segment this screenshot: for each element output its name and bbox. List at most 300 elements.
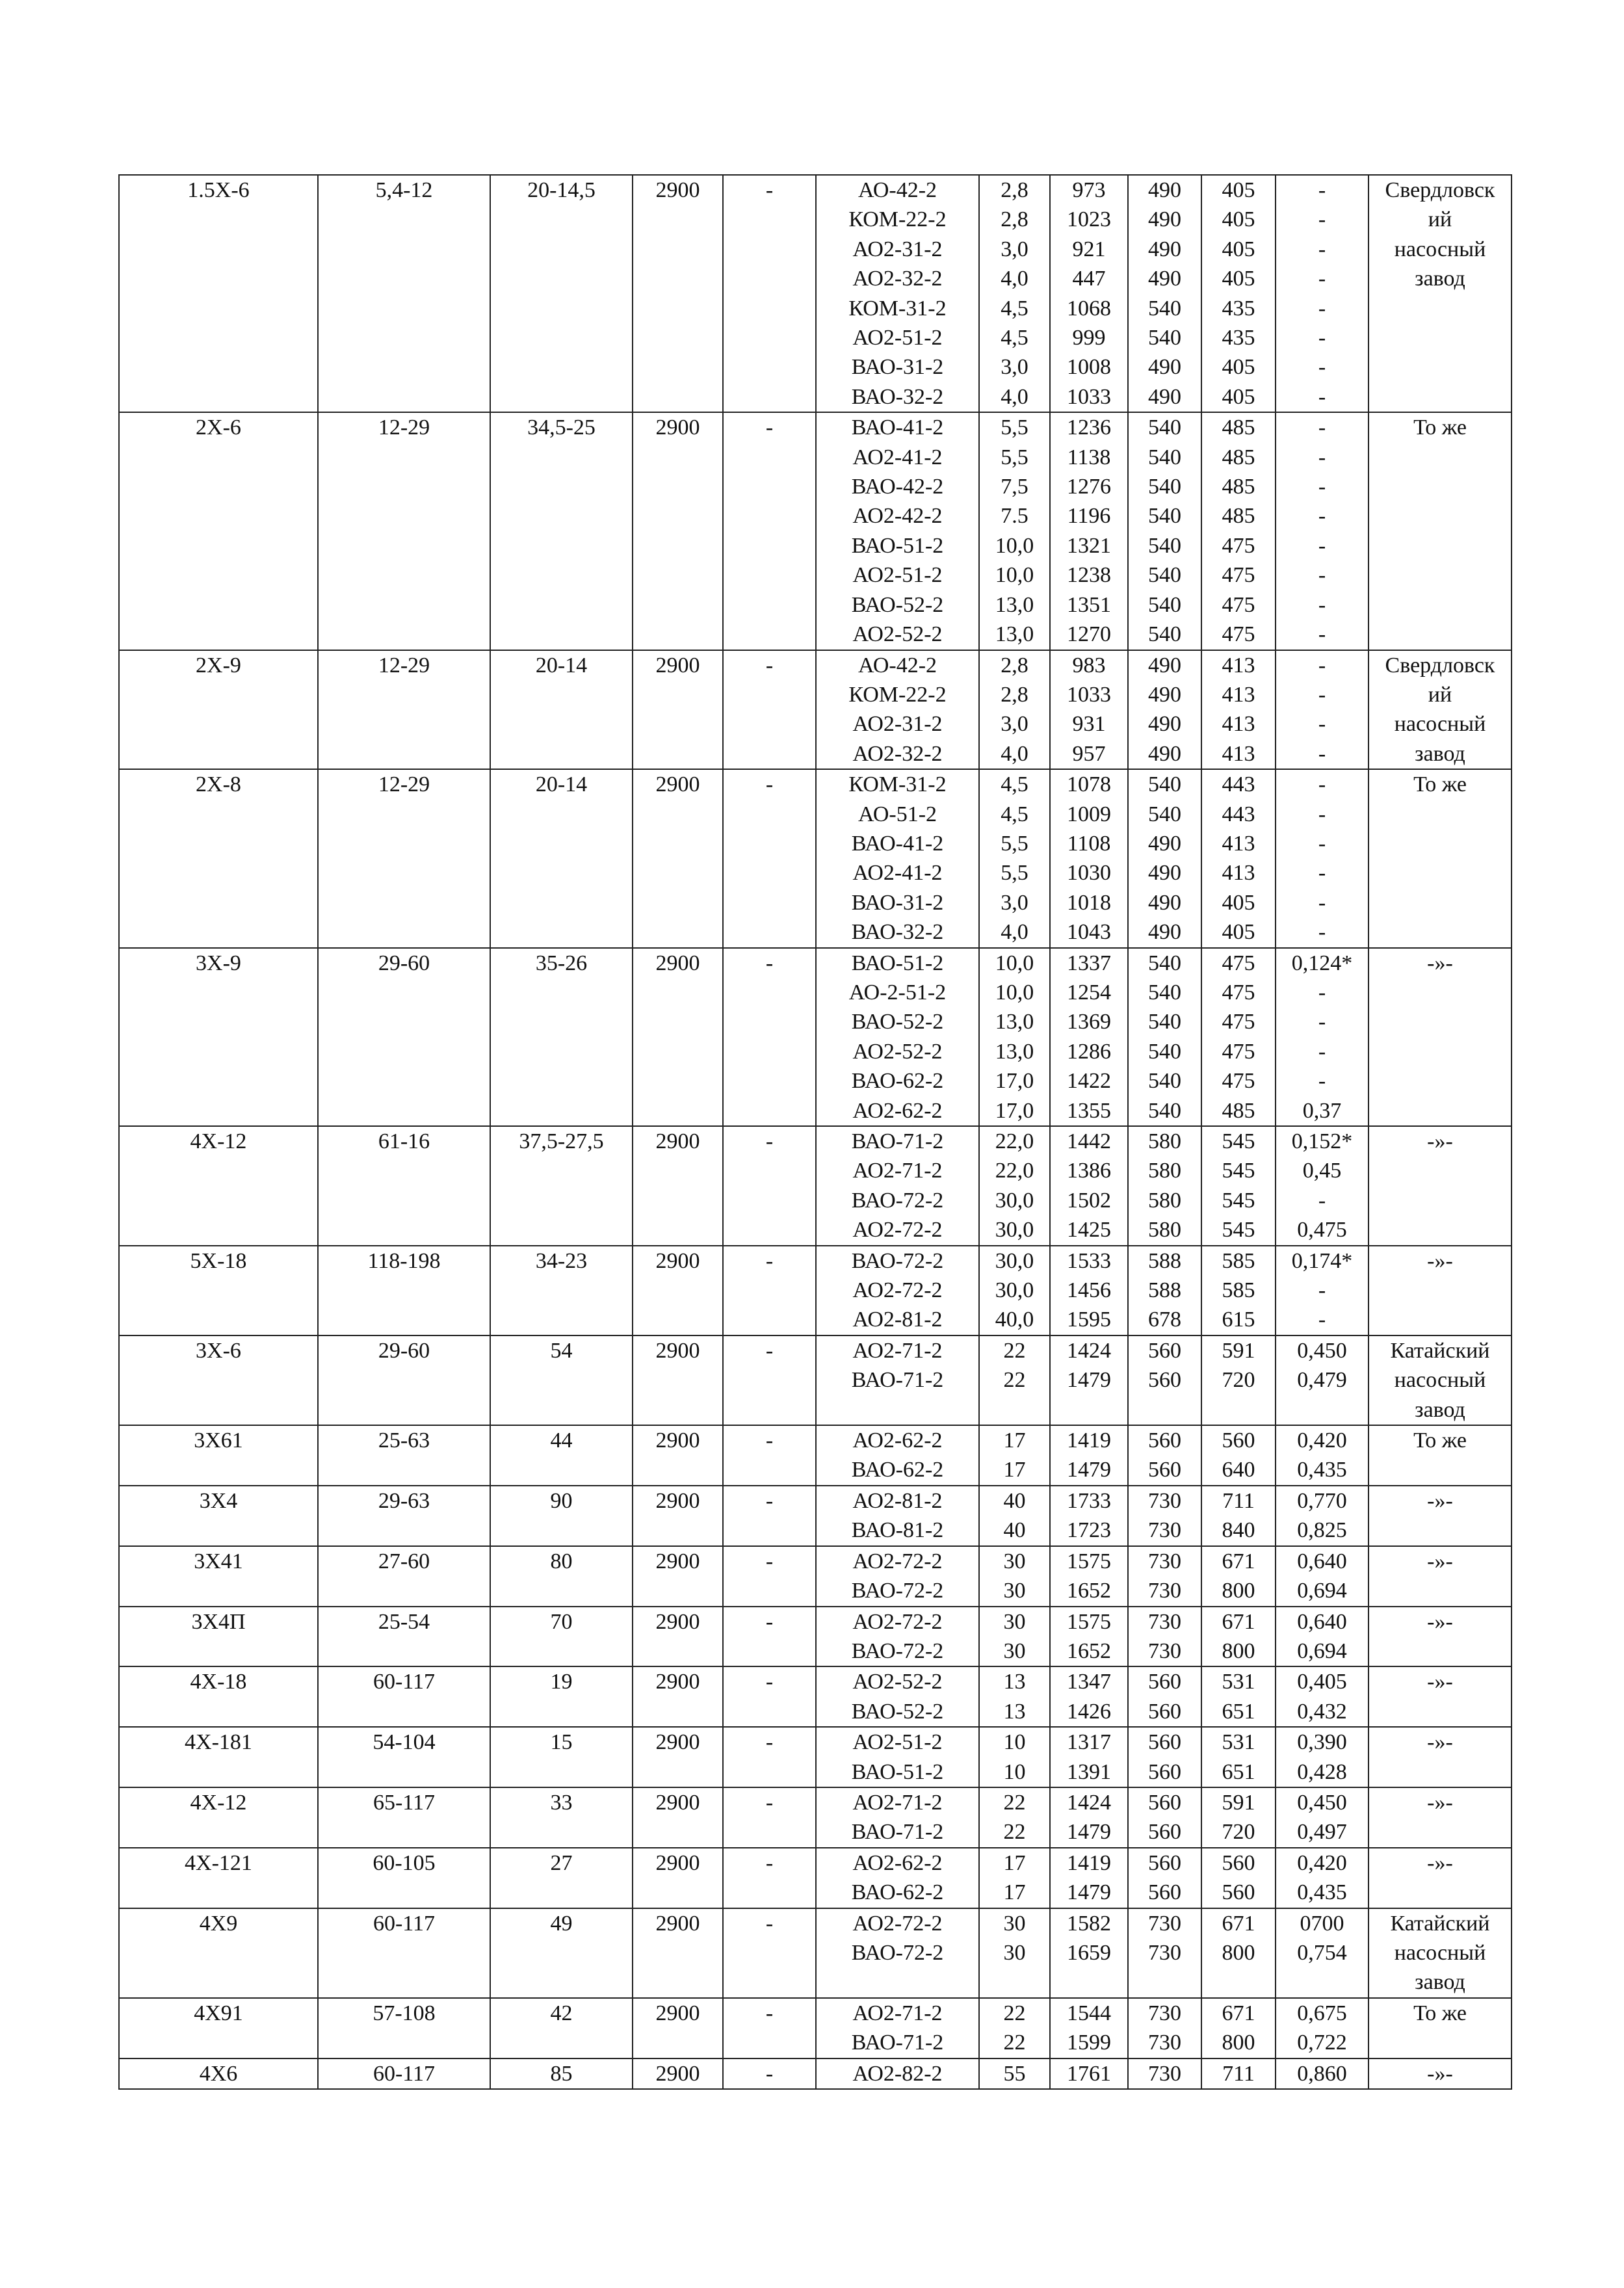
motor-type: ВАО-62-2 — [851, 1458, 944, 1482]
motor-type: АО2-41-2 — [852, 861, 943, 886]
col8-value: 1595 — [1067, 1308, 1111, 1332]
rpm-cell: 2900 — [633, 1787, 723, 1848]
power-value: 22 — [1003, 2001, 1026, 2025]
manufacturer-cell — [1369, 2058, 1512, 2089]
col10-cell — [1201, 1335, 1276, 1425]
power-value: 7.5 — [1001, 504, 1028, 529]
col8-value: 999 — [1072, 326, 1106, 350]
col11-value: - — [1318, 772, 1326, 797]
power-value: 30,0 — [995, 1188, 1034, 1213]
power-value: 13 — [1003, 1670, 1026, 1694]
col10-cell — [1201, 1425, 1276, 1486]
motor-type: АО2-72-2 — [852, 1549, 943, 1573]
col9-value: 730 — [1148, 1579, 1181, 1603]
manufacturer-text: насосный — [1394, 1940, 1486, 1965]
col8-value: 1068 — [1067, 296, 1111, 321]
col10-value: 545 — [1222, 1159, 1255, 1183]
col11-value: - — [1318, 355, 1326, 380]
motor-type: ВАО-51-2 — [851, 1759, 944, 1784]
col11-value: 0,860 — [1297, 2061, 1347, 2086]
head-range-cell: 34,5-25 — [490, 412, 633, 650]
power-cell — [979, 175, 1050, 412]
manufacturer-text: насосный — [1394, 237, 1486, 261]
motor-type: АО2-32-2 — [852, 741, 943, 766]
flow-range-cell: 60-105 — [318, 1848, 490, 1908]
power-value: 22 — [1003, 1338, 1026, 1363]
flow-range-cell: 29-63 — [318, 1486, 490, 1546]
col11-cell — [1276, 1848, 1369, 1908]
table-row — [119, 1335, 1512, 1425]
col8-cell — [1050, 1848, 1128, 1908]
col11-value: 0,694 — [1297, 1638, 1347, 1663]
col11-value: 0,479 — [1297, 1368, 1347, 1393]
power-value: 30 — [1003, 1940, 1026, 1965]
power-value: 17,0 — [995, 1098, 1034, 1123]
col8-value: 1419 — [1067, 1850, 1111, 1875]
col9-value: 560 — [1148, 1759, 1181, 1784]
col8-value: 1108 — [1067, 831, 1111, 856]
col9-value: 560 — [1148, 1790, 1181, 1815]
col8-value: 1369 — [1067, 1010, 1111, 1034]
col9-value: 560 — [1148, 1820, 1181, 1845]
manufacturer-cell — [1369, 412, 1512, 650]
col10-value: 405 — [1222, 237, 1255, 261]
col8-cell — [1050, 1998, 1128, 2058]
col10-value: 800 — [1222, 1579, 1255, 1603]
flow-range-cell: 12-29 — [318, 769, 490, 947]
manufacturer-text: завод — [1415, 1397, 1465, 1422]
manufacturer-cell — [1369, 1486, 1512, 1546]
table-row — [119, 948, 1512, 1126]
power-value: 5,5 — [1001, 445, 1028, 469]
motor-type-cell — [816, 1998, 979, 2058]
motor-type: ВАО-71-2 — [851, 2031, 944, 2055]
motor-type-cell — [816, 948, 979, 1126]
motor-type-cell — [816, 1607, 979, 1667]
col9-cell — [1128, 1126, 1201, 1246]
col11-value: - — [1318, 890, 1326, 915]
col10-value: 485 — [1222, 1098, 1255, 1123]
col10-value: 651 — [1222, 1759, 1255, 1784]
power-value: 17,0 — [995, 1069, 1034, 1094]
power-value: 10,0 — [995, 980, 1034, 1005]
col8-value: 1479 — [1067, 1880, 1111, 1905]
col10-value: 720 — [1222, 1368, 1255, 1393]
col10-cell — [1201, 1486, 1276, 1546]
power-value: 3,0 — [1001, 355, 1028, 380]
col10-value: 585 — [1222, 1278, 1255, 1303]
motor-type: АО2-52-2 — [852, 1670, 943, 1694]
table-row — [119, 2058, 1512, 2089]
power-value: 4,0 — [1001, 741, 1028, 766]
col11-cell — [1276, 1486, 1369, 1546]
col10-cell — [1201, 1908, 1276, 1998]
col8-cell — [1050, 1425, 1128, 1486]
col10-value: 671 — [1222, 1911, 1255, 1936]
col9-value: 490 — [1148, 712, 1181, 737]
col8-value: 1479 — [1067, 1458, 1111, 1482]
rpm-cell: 2900 — [633, 1335, 723, 1425]
manufacturer-cell — [1369, 1998, 1512, 2058]
power-value: 40 — [1003, 1488, 1026, 1513]
pump-model-cell: 4Х-12 — [119, 1787, 318, 1848]
rpm-cell: 2900 — [633, 1546, 723, 1607]
col11-value: 0,174* — [1291, 1248, 1353, 1273]
motor-type-cell — [816, 650, 979, 770]
rpm-cell: 2900 — [633, 1126, 723, 1246]
motor-type: АО2-52-2 — [852, 1039, 943, 1064]
power-value: 4,0 — [1001, 384, 1028, 409]
col11-value: - — [1318, 802, 1326, 826]
rpm-cell: 2900 — [633, 1727, 723, 1787]
col10-value: 711 — [1222, 1488, 1255, 1513]
col10-value: 560 — [1222, 1428, 1255, 1453]
motor-type: ВАО-32-2 — [851, 384, 944, 409]
flow-range-cell: 65-117 — [318, 1787, 490, 1848]
col9-value: 490 — [1148, 384, 1181, 409]
col11-value: 0,450 — [1297, 1338, 1347, 1363]
col9-value: 730 — [1148, 1940, 1181, 1965]
col10-value: 800 — [1222, 2031, 1255, 2055]
motor-type-cell — [816, 1126, 979, 1246]
flow-range-cell: 57-108 — [318, 1998, 490, 2058]
col8-value: 1599 — [1067, 2031, 1111, 2055]
col9-cell — [1128, 1727, 1201, 1787]
power-cell — [979, 650, 1050, 770]
head-range-cell: 49 — [490, 1908, 633, 1998]
col8-value: 1286 — [1067, 1039, 1111, 1064]
motor-type-cell — [816, 175, 979, 412]
col11-cell — [1276, 1787, 1369, 1848]
dash-cell: - — [723, 1246, 816, 1335]
head-range-cell: 70 — [490, 1607, 633, 1667]
power-cell — [979, 2058, 1050, 2089]
col11-cell — [1276, 948, 1369, 1126]
col10-value: 405 — [1222, 178, 1255, 202]
manufacturer-cell — [1369, 650, 1512, 770]
col9-value: 588 — [1148, 1278, 1181, 1303]
col8-value: 1043 — [1067, 920, 1111, 945]
col10-cell — [1201, 1126, 1276, 1246]
col9-value: 580 — [1148, 1218, 1181, 1243]
col10-cell — [1201, 1246, 1276, 1335]
pump-model-cell: 4Х-18 — [119, 1666, 318, 1727]
power-value: 13,0 — [995, 1010, 1034, 1034]
col11-value: 0,435 — [1297, 1880, 1347, 1905]
power-value: 22 — [1003, 1790, 1026, 1815]
col8-value: 1442 — [1067, 1129, 1111, 1153]
manufacturer-text: Катайский — [1390, 1911, 1490, 1936]
col10-cell — [1201, 769, 1276, 947]
manufacturer-cell — [1369, 1246, 1512, 1335]
motor-type-cell — [816, 1666, 979, 1727]
pump-model-cell: 4Х-181 — [119, 1727, 318, 1787]
col11-value: - — [1318, 237, 1326, 261]
col8-value: 1196 — [1067, 504, 1111, 529]
col9-value: 490 — [1148, 355, 1181, 380]
motor-type: ВАО-51-2 — [851, 533, 944, 558]
pump-model-cell: 4Х-121 — [119, 1848, 318, 1908]
col10-value: 840 — [1222, 1518, 1255, 1543]
flow-range-cell: 118-198 — [318, 1246, 490, 1335]
head-range-cell: 35-26 — [490, 948, 633, 1126]
head-range-cell: 19 — [490, 1666, 633, 1727]
power-value: 10,0 — [995, 951, 1034, 975]
col8-value: 1008 — [1067, 355, 1111, 380]
flow-range-cell: 12-29 — [318, 650, 490, 770]
motor-type: ВАО-31-2 — [851, 355, 944, 380]
col11-value: 0700 — [1300, 1911, 1344, 1936]
head-range-cell: 44 — [490, 1425, 633, 1486]
col10-value: 485 — [1222, 475, 1255, 499]
motor-type: АО2-51-2 — [852, 563, 943, 588]
col8-cell — [1050, 1727, 1128, 1787]
col8-cell — [1050, 650, 1128, 770]
manufacturer-cell — [1369, 1425, 1512, 1486]
col8-value: 1723 — [1067, 1518, 1111, 1543]
dash-cell: - — [723, 1126, 816, 1246]
manufacturer-text: Свердловск — [1385, 653, 1495, 677]
motor-type-cell — [816, 1486, 979, 1546]
manufacturer-text: То же — [1413, 2001, 1467, 2025]
power-value: 2,8 — [1001, 178, 1028, 202]
col11-value: - — [1318, 1069, 1326, 1094]
dash-cell: - — [723, 1787, 816, 1848]
col9-cell — [1128, 948, 1201, 1126]
motor-type: АО-42-2 — [858, 653, 937, 677]
col8-value: 1575 — [1067, 1609, 1111, 1634]
col11-cell — [1276, 1607, 1369, 1667]
power-value: 22,0 — [995, 1129, 1034, 1153]
head-range-cell: 27 — [490, 1848, 633, 1908]
col9-value: 490 — [1148, 741, 1181, 766]
motor-type: ВАО-72-2 — [851, 1248, 944, 1273]
pump-model-cell: 3Х41 — [119, 1546, 318, 1607]
power-value: 30,0 — [995, 1248, 1034, 1273]
col9-cell — [1128, 412, 1201, 650]
motor-type: ВАО-71-2 — [851, 1129, 944, 1153]
manufacturer-text: -»- — [1427, 1549, 1453, 1573]
power-cell — [979, 1998, 1050, 2058]
power-value: 13,0 — [995, 622, 1034, 647]
col11-value: - — [1318, 920, 1326, 945]
col11-cell — [1276, 175, 1369, 412]
col9-value: 540 — [1148, 1069, 1181, 1094]
table-row — [119, 412, 1512, 650]
power-value: 22 — [1003, 1368, 1026, 1393]
rpm-cell: 2900 — [633, 1908, 723, 1998]
col8-value: 1575 — [1067, 1549, 1111, 1573]
col10-value: 591 — [1222, 1338, 1255, 1363]
col10-value: 435 — [1222, 296, 1255, 321]
col8-value: 1425 — [1067, 1218, 1111, 1243]
motor-type: ВАО-52-2 — [851, 592, 944, 617]
col9-cell — [1128, 1908, 1201, 1998]
motor-type-cell — [816, 769, 979, 947]
col10-value: 405 — [1222, 267, 1255, 291]
col10-value: 531 — [1222, 1730, 1255, 1755]
manufacturer-text: Свердловск — [1385, 178, 1495, 202]
col9-cell — [1128, 1486, 1201, 1546]
col10-value: 475 — [1222, 622, 1255, 647]
motor-type: АО2-72-2 — [852, 1218, 943, 1243]
col8-value: 1422 — [1067, 1069, 1111, 1094]
col11-value: 0,428 — [1297, 1759, 1347, 1784]
rpm-cell: 2900 — [633, 1607, 723, 1667]
table-body — [119, 175, 1512, 2089]
motor-type: АО2-62-2 — [852, 1428, 943, 1453]
dash-cell: - — [723, 1425, 816, 1486]
col8-cell — [1050, 948, 1128, 1126]
motor-type: АО2-72-2 — [852, 1278, 943, 1303]
col11-cell — [1276, 1546, 1369, 1607]
col8-value: 1652 — [1067, 1579, 1111, 1603]
col11-cell — [1276, 1998, 1369, 2058]
manufacturer-cell — [1369, 1335, 1512, 1425]
power-value: 13 — [1003, 1699, 1026, 1724]
table-row — [119, 650, 1512, 770]
manufacturer-text: -»- — [1427, 1790, 1453, 1815]
rpm-cell: 2900 — [633, 1425, 723, 1486]
col8-value: 1033 — [1067, 384, 1111, 409]
motor-type: ВАО-41-2 — [851, 415, 944, 440]
flow-range-cell: 25-63 — [318, 1425, 490, 1486]
col10-cell — [1201, 412, 1276, 650]
col11-value: - — [1318, 326, 1326, 350]
flow-range-cell: 27-60 — [318, 1546, 490, 1607]
col9-value: 540 — [1148, 802, 1181, 826]
motor-type: ВАО-41-2 — [851, 831, 944, 856]
flow-range-cell: 25-54 — [318, 1607, 490, 1667]
manufacturer-text: То же — [1413, 415, 1467, 440]
col10-value: 485 — [1222, 504, 1255, 529]
col8-value: 1355 — [1067, 1098, 1111, 1123]
power-value: 30 — [1003, 1911, 1026, 1936]
col11-value: 0,37 — [1302, 1098, 1342, 1123]
flow-range-cell: 29-60 — [318, 948, 490, 1126]
motor-type: АО2-81-2 — [852, 1308, 943, 1332]
col9-value: 730 — [1148, 2061, 1181, 2086]
col9-value: 490 — [1148, 207, 1181, 232]
manufacturer-cell — [1369, 1727, 1512, 1787]
motor-type: ВАО-32-2 — [851, 920, 944, 945]
power-value: 22 — [1003, 2031, 1026, 2055]
col9-value: 540 — [1148, 533, 1181, 558]
motor-type: АО2-72-2 — [852, 1609, 943, 1634]
col9-cell — [1128, 769, 1201, 947]
col8-value: 1424 — [1067, 1338, 1111, 1363]
rpm-cell: 2900 — [633, 1486, 723, 1546]
rpm-cell: 2900 — [633, 1998, 723, 2058]
col8-value: 1351 — [1067, 592, 1111, 617]
power-value: 4,0 — [1001, 267, 1028, 291]
manufacturer-text: насосный — [1394, 712, 1486, 737]
col10-cell — [1201, 650, 1276, 770]
power-cell — [979, 1848, 1050, 1908]
col10-value: 475 — [1222, 1039, 1255, 1064]
table-row — [119, 1246, 1512, 1335]
col10-value: 640 — [1222, 1458, 1255, 1482]
motor-type: АО2-51-2 — [852, 1730, 943, 1755]
power-cell — [979, 769, 1050, 947]
pump-model-cell: 3Х-6 — [119, 1335, 318, 1425]
dash-cell: - — [723, 650, 816, 770]
power-value: 2,8 — [1001, 207, 1028, 232]
col9-value: 580 — [1148, 1129, 1181, 1153]
col10-cell — [1201, 948, 1276, 1126]
col8-value: 447 — [1072, 267, 1106, 291]
col10-cell — [1201, 1787, 1276, 1848]
power-cell — [979, 1607, 1050, 1667]
power-value: 30 — [1003, 1638, 1026, 1663]
power-value: 30 — [1003, 1549, 1026, 1573]
power-cell — [979, 1546, 1050, 1607]
col8-value: 1761 — [1067, 2061, 1111, 2086]
col11-value: 0,825 — [1297, 1518, 1347, 1543]
col8-value: 1479 — [1067, 1368, 1111, 1393]
col8-value: 1018 — [1067, 890, 1111, 915]
manufacturer-cell — [1369, 1126, 1512, 1246]
power-value: 30,0 — [995, 1278, 1034, 1303]
col10-value: 800 — [1222, 1940, 1255, 1965]
motor-type: ВАО-52-2 — [851, 1699, 944, 1724]
manufacturer-text: То же — [1413, 772, 1467, 797]
col9-value: 490 — [1148, 267, 1181, 291]
dash-cell: - — [723, 1486, 816, 1546]
manufacturer-text: завод — [1415, 267, 1465, 291]
power-value: 55 — [1003, 2061, 1026, 2086]
col11-value: 0,640 — [1297, 1609, 1347, 1634]
table-row — [119, 1848, 1512, 1908]
col8-value: 1424 — [1067, 1790, 1111, 1815]
col11-value: - — [1318, 1188, 1326, 1213]
col11-value: 0,435 — [1297, 1458, 1347, 1482]
col8-value: 1078 — [1067, 772, 1111, 797]
power-value: 40 — [1003, 1518, 1026, 1543]
col8-value: 1321 — [1067, 533, 1111, 558]
pump-model-cell: 4Х-12 — [119, 1126, 318, 1246]
col8-cell — [1050, 1546, 1128, 1607]
col10-value: 615 — [1222, 1308, 1255, 1332]
flow-range-cell: 54-104 — [318, 1727, 490, 1787]
power-value: 4,5 — [1001, 326, 1028, 350]
col8-value: 1652 — [1067, 1638, 1111, 1663]
col8-cell — [1050, 1607, 1128, 1667]
power-value: 2,8 — [1001, 653, 1028, 677]
col10-value: 545 — [1222, 1129, 1255, 1153]
col8-value: 1386 — [1067, 1159, 1111, 1183]
col8-value: 1456 — [1067, 1278, 1111, 1303]
col9-cell — [1128, 1546, 1201, 1607]
motor-type: ВАО-62-2 — [851, 1880, 944, 1905]
motor-type: ВАО-72-2 — [851, 1638, 944, 1663]
col11-cell — [1276, 769, 1369, 947]
motor-type: ВАО-42-2 — [851, 475, 944, 499]
col9-value: 490 — [1148, 920, 1181, 945]
col11-value: 0,432 — [1297, 1699, 1347, 1724]
col9-value: 540 — [1148, 296, 1181, 321]
col11-cell — [1276, 1246, 1369, 1335]
col10-value: 711 — [1222, 2061, 1255, 2086]
table-row — [119, 1727, 1512, 1787]
flow-range-cell: 60-117 — [318, 1666, 490, 1727]
col9-value: 580 — [1148, 1188, 1181, 1213]
manufacturer-text: -»- — [1427, 951, 1453, 975]
col11-value: - — [1318, 741, 1326, 766]
col10-cell — [1201, 1998, 1276, 2058]
col11-value: - — [1318, 653, 1326, 677]
col8-value: 973 — [1072, 178, 1106, 202]
